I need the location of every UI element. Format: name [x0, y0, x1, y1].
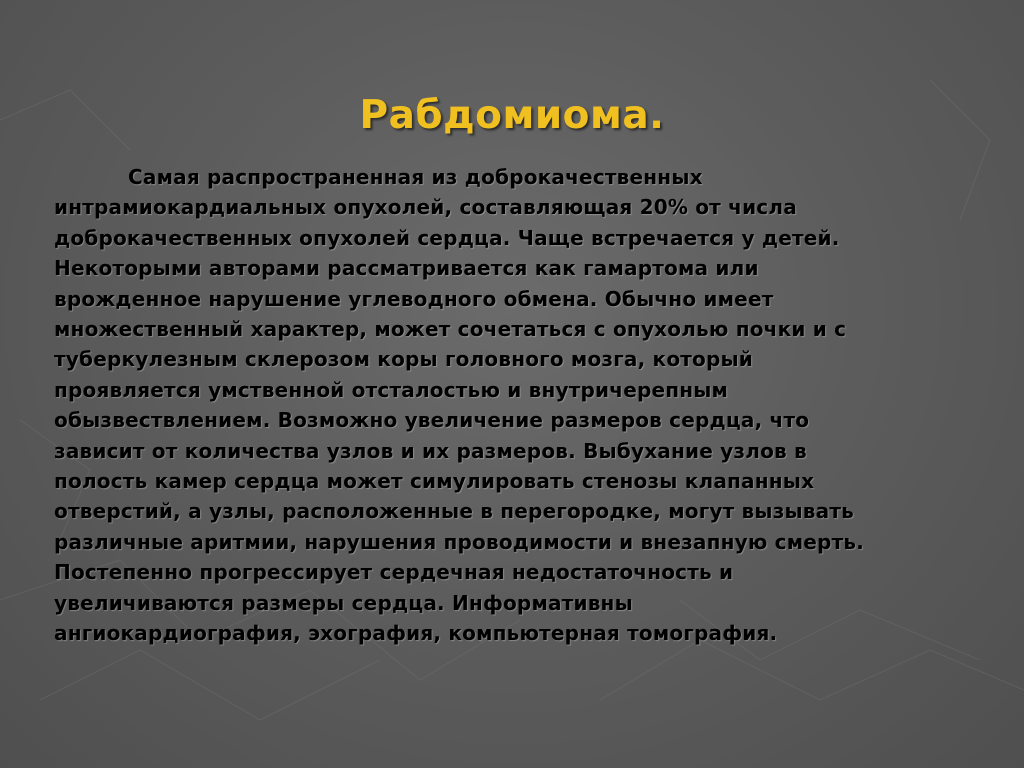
body-paragraph	[54, 162, 984, 649]
body-line-12: отверстий, а узлы, расположенные в перегородке, могут вызывать	[54, 499, 854, 524]
body-line-2: интрамиокардиальных опухолей, составляющая 20% от числа	[54, 195, 797, 220]
body-line-7: туберкулезным склерозом коры головного мозга, который	[54, 347, 754, 372]
body-line-8: проявляется умственной отсталостью и внутричерепным	[54, 377, 729, 402]
body-line-11: полость камер сердца может симулировать стенозы клапанных	[54, 469, 815, 494]
body-line-15: увеличиваются размеры сердца. Информативны	[54, 590, 633, 615]
body-line-9: обызвествлением. Возможно увеличение размеров сердца, что	[54, 408, 810, 433]
body-line-16: ангиокардиография, эхография, компьютерная томография.	[54, 621, 778, 646]
body-line-10: зависит от количества узлов и их размеров. Выбухание узлов в	[54, 438, 807, 463]
body-line-1: Самая распространенная из доброкачественных	[128, 165, 703, 189]
body-line-13: различные аритмии, нарушения проводимости и внезапную смерть.	[54, 529, 865, 554]
body-line-4: Некоторыми авторами рассматривается как гамартома или	[54, 256, 759, 281]
body-line-6: множественный характер, может сочетаться с опухолью почки и с	[54, 317, 847, 342]
body-line-14: Постепенно прогрессирует сердечная недостаточность и	[54, 560, 734, 585]
slide-title: Рабдомиома.	[359, 93, 665, 138]
body-line-5: врожденное нарушение углеводного обмена. Обычно имеет	[54, 286, 774, 311]
body-line-3: доброкачественных опухолей сердца. Чаще встречается у детей.	[54, 225, 840, 250]
